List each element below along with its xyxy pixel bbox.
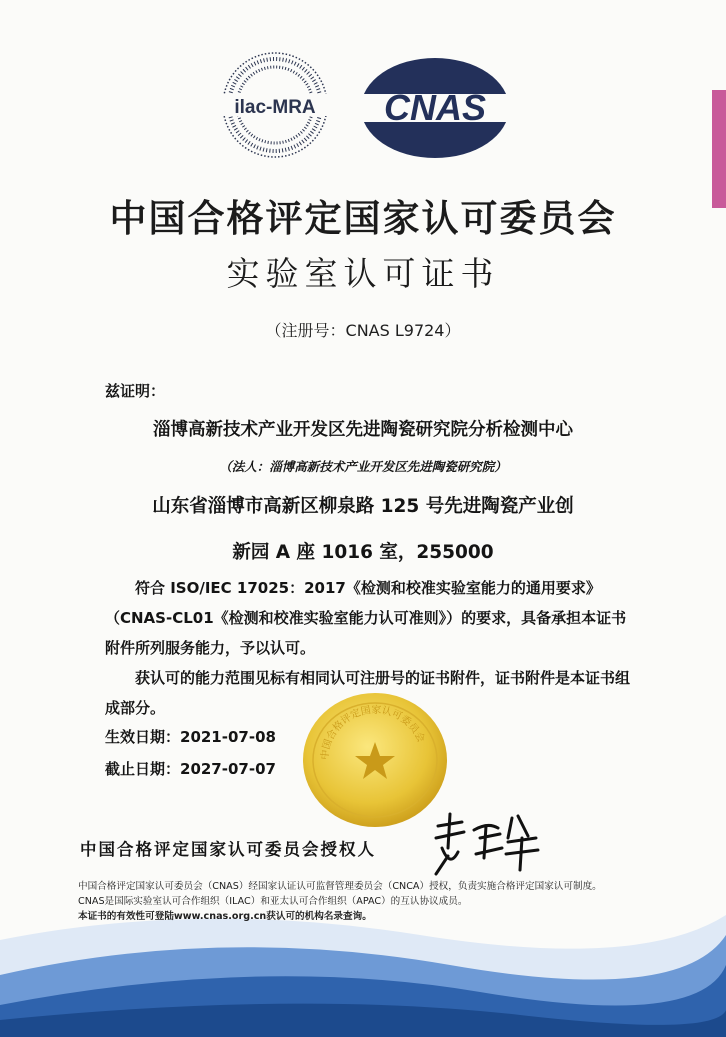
handwritten-signature	[428, 808, 543, 880]
cnas-logo-text: CNAS	[383, 87, 487, 128]
seal-text: 中国合格评定国家认可委员会	[319, 704, 427, 761]
ilac-mra-logo	[220, 50, 330, 160]
address-line-1: 山东省淄博市高新区柳泉路 125 号先进陶瓷产业创	[152, 496, 574, 517]
registration-number: （注册号：CNAS L9724）	[265, 321, 461, 340]
expiry-date: 截止日期：2027-07-07	[105, 760, 276, 778]
effective-date: 生效日期：2021-07-08	[105, 728, 276, 746]
footnote-authorization: 中国合格评定国家认可委员会（CNAS）经国家认证认可监督管理委员会（CNCA）授权，负责实施合格评定国家认可制度。	[78, 881, 602, 892]
scope-paragraph: 获认可的能力范围见标有相同认可注册号的证书附件，证书附件是本证书组成部分。	[105, 669, 631, 717]
hereby-certify-label: 兹证明：	[105, 382, 166, 400]
organization-name: 中国合格评定国家认可委员会	[109, 197, 617, 240]
cnas-logo	[356, 54, 514, 162]
footnote-mra-membership: CNAS是国际实验室认可合作组织（ILAC）和亚太认可合作组织（APAC）的互认协议成员。	[78, 896, 468, 907]
certificate-title: 实验室认可证书	[226, 254, 500, 293]
address-line-2: 新园 A 座 1016 室，255000	[232, 542, 494, 563]
footnote-verification: 本证书的有效性可登陆www.cnas.org.cn获认可的机构名录查询。	[78, 911, 372, 922]
laboratory-name: 淄博高新技术产业开发区先进陶瓷研究院分析检测中心	[153, 420, 573, 440]
ilac-logo-text: ilac-MRA	[234, 97, 316, 118]
legal-person: （法人：淄博高新技术产业开发区先进陶瓷研究院）	[219, 459, 507, 474]
conformity-paragraph: 符合 ISO/IEC 17025：2017《检测和校准实验室能力的通用要求》（CNAS-CL01《检测和校准实验室能力认可准则》）的要求，具备承担本证书附件所列服务能力，予以认可。	[105, 579, 627, 657]
authorized-signatory-label: 中国合格评定国家认可委员会授权人	[80, 840, 376, 859]
